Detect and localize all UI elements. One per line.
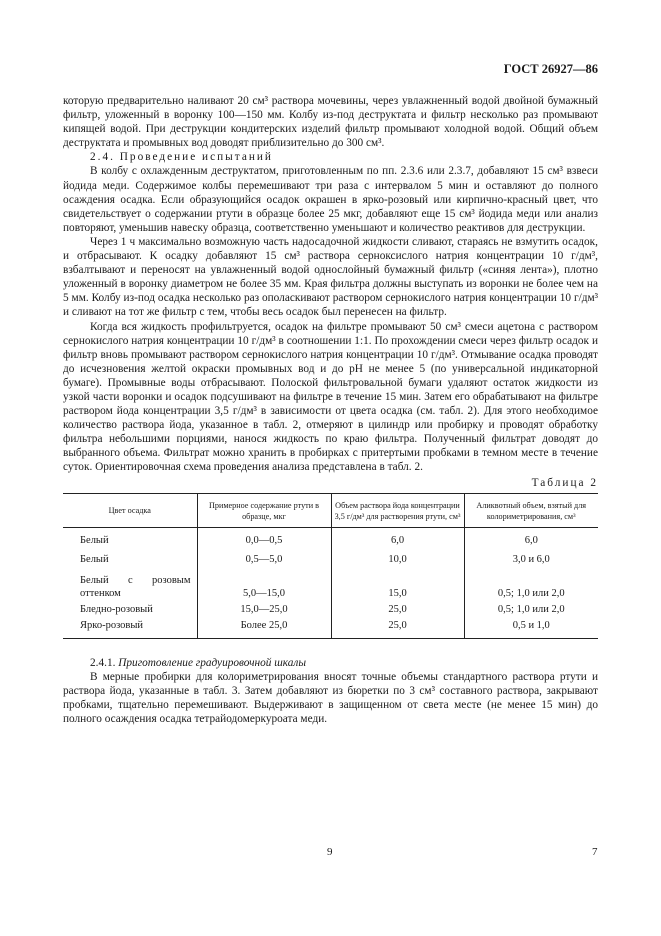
paragraph: В колбу с охлажденным деструктатом, приготовленным по пп. 2.3.6 или 2.3.7, добавляют 15 см³ взвеси йодида меди. Содержимое колбы перемешивают три раза с интервалом 5 мин и оставляют до полного осаждения осадка. Если образующийся осадок окрашен в ярко-розовый или кирпично-красный цвет, что свидетельствует о содержании ртути в образце более 25 мкг, добавляют еще 15 см³ йодида меди или анализ повторяют, уменьшив навеску образца, соответственно уменьшают и количество реактивов для деструкции. <box>63 165 598 234</box>
table-cell: Белый с розовым оттенком <box>80 574 191 599</box>
table-cell: 6,0 <box>464 527 598 547</box>
table-cell: 10,0 <box>331 547 464 566</box>
table-cell: 0,5; 1,0 или 2,0 <box>464 600 598 616</box>
table-row <box>63 616 598 632</box>
column-header: Примерное содержание ртути в образце, мкг <box>197 493 331 527</box>
table-row <box>63 566 598 600</box>
table-cell: Более 25,0 <box>197 616 331 632</box>
page-body <box>63 94 598 726</box>
table-2 <box>63 493 598 639</box>
table-row <box>63 600 598 616</box>
table-cell: Бледно-розовый <box>80 603 153 615</box>
paragraph: которую предварительно наливают 20 см³ раствора мочевины, через увлажненный водой двойной бумажный фильтр, уложенный в воронку 100—150 мм. Колбу из-под деструктата и фильтр несколько раз промывают кипящей водой. При деструкции кондитерских изделий фильтр промывают холодной водой. Общий объем деструктата и промывных вод доводят приблизительно до 300 см³. <box>63 95 598 150</box>
subsection-title: Приготовление градуировочной шкалы <box>118 656 306 669</box>
table-cell: 15,0—25,0 <box>197 600 331 616</box>
paragraph: Когда вся жидкость профильтруется, осадок на фильтре промывают 50 см³ смеси ацетона с раствором сернокислого натрия концентрации 10 г/дм³ в соотношении 1:1. По прохождении смеси через фильтр осадок и фильтр вновь промывают раствором сернокислого натрия концентрации 10 г/дм³. Отмывание осадка проводят до исчезновения желтой окраски промывных вод и до pH не менее 5 (по универсальной индикаторной бумаге). Промывные воды отбрасывают. Полоской фильтровальной бумаги удаляют остаток жидкости из узкой части воронки и осадок подсушивают на фильтре в течение 15 мин. Затем его обрабатывают на фильтре раствором йода концентрации 3,5 г/дм³ в зависимости от цвета осадка (см. табл. 2). Для этого необходимое количество раствора йода, указанное в табл. 2, отмеряют в цилиндр или пробирку и проводят обработку фильтра небольшими порциями, нанося жидкость по краю фильтра. Полученный фильтрат доводят до выбранного объема. Фильтрат можно хранить в пробирках с притертыми пробками в темном месте в течение суток. Ориентировочная схема проведения анализа представлена в табл. 2. <box>63 320 598 474</box>
section-heading: 2.4. Проведение испытаний <box>90 151 273 164</box>
table-cell: 0,5; 1,0 или 2,0 <box>464 566 598 600</box>
subsection-number: 2.4.1. <box>90 656 116 669</box>
table-cell: 15,0 <box>331 566 464 600</box>
table-cell: 25,0 <box>331 616 464 632</box>
table-row <box>63 527 598 547</box>
table-cell: 0,0—0,5 <box>197 527 331 547</box>
column-header: Аликвотный объем, взятый для колориметрирования, см³ <box>464 493 598 527</box>
table-cell: 5,0—15,0 <box>197 566 331 600</box>
table-bottom-rule <box>63 632 598 639</box>
document-code: ГОСТ 26927—86 <box>503 62 598 76</box>
subsection-heading <box>63 656 598 670</box>
table-cell: 25,0 <box>331 600 464 616</box>
table-cell: Ярко-розовый <box>80 619 144 631</box>
table-header-row <box>63 493 598 527</box>
paragraph: Через 1 ч максимально возможную часть надосадочной жидкости сливают, стараясь не взмутить осадок, и отбрасывают. К осадку добавляют 15 см³ раствора серноксислого натрия концентрации 10 г/дм³, взбалтывают и переносят на увлажненный водой однослойный бумажный фильтр («синяя лента»), плотно уложенный в воронку диаметром не более 35 мм. Края фильтра должны выступать из воронки не более чем на 5 мм. Колбу из-под осадка несколько раз ополаскивают раствором сернокислого натрия концентрации 10 г/дм³ и сливают на тот же фильтр с тем, чтобы весь осадок был перенесен на фильтр. <box>63 235 598 319</box>
table-caption: Таблица 2 <box>531 476 598 489</box>
paragraph: В мерные пробирки для колориметрирования вносят точные объемы стандартного раствора ртути и раствора йода, указанные в табл. 3. Затем добавляют из бюретки по 3 см³ составного раствора, закрывают пробками, тщательно перемешивают. Выдерживают в защищенном от света месте (не менее 15 мин) до полного осаждения осадка тетрайодомеркуроата меди. <box>63 670 598 725</box>
table-cell: Белый <box>80 534 109 546</box>
column-header: Объем раствора йода концентрации 3,5 г/дм³ для растворения ртути, см³ <box>331 493 464 527</box>
table-cell: 0,5—5,0 <box>197 547 331 566</box>
page-number-center: 9 <box>327 846 333 858</box>
table-row <box>63 547 598 566</box>
table-cell: 0,5 и 1,0 <box>464 616 598 632</box>
table-cell: Белый <box>80 553 109 565</box>
column-header: Цвет осадка <box>63 493 197 527</box>
table-cell: 3,0 и 6,0 <box>464 547 598 566</box>
table-cell: 6,0 <box>331 527 464 547</box>
page-number-right: 7 <box>592 846 598 858</box>
